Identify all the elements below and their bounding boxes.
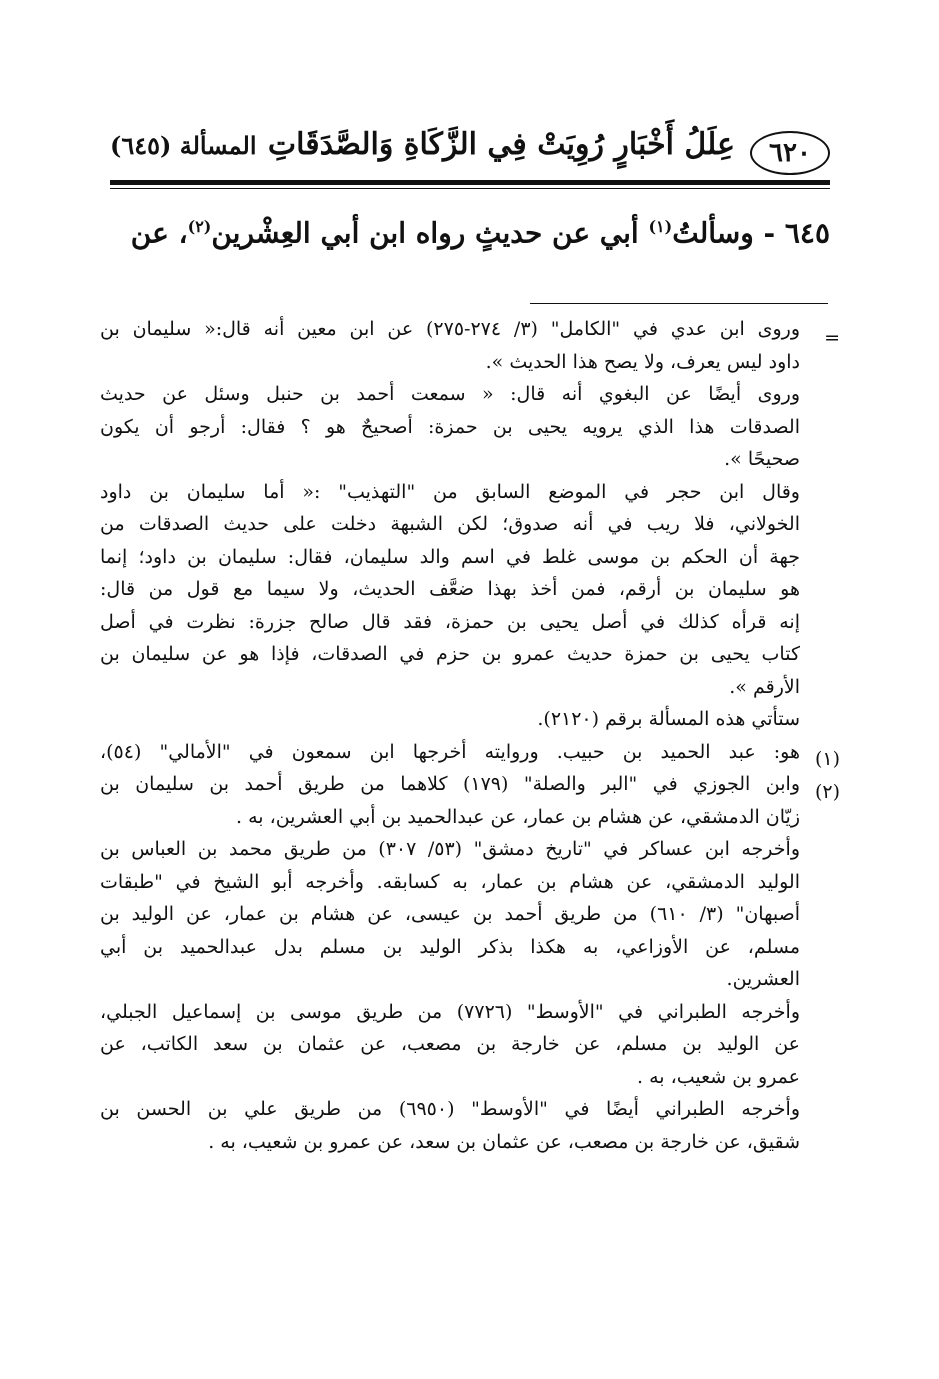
footnote-line: وروى ابن عدي في "الكامل" (٣/ ٢٧٤-٢٧٥) عن ابن معين أنه قال:« سليمان بن xyxy=(100,318,800,340)
footnote-2-line: أصبهان" (٣/ ٦١٠) من طريق أحمد بن عيسى، عن هشام بن عمار، عن الوليد بن xyxy=(100,903,800,925)
footnote-line: صحيحًا ». xyxy=(724,448,800,470)
footnote-line: الأرقم ». xyxy=(729,675,800,698)
footnote-line: وروى أيضًا عن البغوي أنه قال: « سمعت أحمد بن حنبل وسئل عن حديث xyxy=(100,383,800,405)
footnote-line: جهة أن الحكم بن موسى غلط في اسم والد سليمان، فقال: سليمان بن داود؛ إنما xyxy=(100,545,800,568)
footnote-ref-2: (٢) xyxy=(187,217,212,236)
main-text-part1: ٦٤٥ - وسألتُ xyxy=(672,216,830,250)
footnote-2-line: وابن الجوزي في "البر والصلة" (١٧٩) كلاهما من طريق أحمد بن سليمان بن xyxy=(100,773,800,795)
footnote-line: وقال ابن حجر في الموضع السابق من "التهذيب" :« أما سليمان بن داود xyxy=(100,480,800,503)
footnote-2-line: وأخرجه ابن عساكر في "تاريخ دمشق" (٥٣/ ٣٠٧) من طريق محمد بن العباس بن xyxy=(100,838,800,860)
footnote-line: داود ليس يعرف، ولا يصح هذا الحديث ». xyxy=(485,350,800,373)
footnote-line: الخولاني، فلا ريب في أنه صدوق؛ لكن الشبهة دخلت على حديث الصدقات من xyxy=(100,513,800,535)
main-text-part2: أبي عن حديثٍ رواه ابن أبي العِشْرين xyxy=(211,216,649,250)
book-title: عِلَلُ أَخْبَارٍ رُوِيَتْ فِي الزَّكَاةِ وَالصَّدَقَاتِ xyxy=(267,127,735,162)
footnote-marker-2: (٢) xyxy=(814,781,840,803)
footnote-2-line: زيّان الدمشقي، عن هشام بن عمار، عن عبدالحميد بن أبي العشرين، به . xyxy=(235,805,800,828)
footnote-separator xyxy=(530,303,828,304)
footnote-2-line: الوليد الدمشقي، عن هشام بن عمار، به كسابقه. وأخرجه أبو الشيخ في "طبقات xyxy=(100,870,800,893)
footnote-ref-1: (١) xyxy=(648,217,673,236)
footnote-2-line: هو: عبد الحميد بن حبيب. وروايته أخرجها ابن سمعون في "الأمالي" (٥٤)، xyxy=(100,740,800,763)
footnote-line: الصدقات هذا الذي يرويه يحيى بن حمزة: أصحيحٌ هو ؟ فقال: أرجو أن يكون xyxy=(100,415,800,438)
footnotes-block xyxy=(100,313,800,1158)
footnote-2-line: وأخرجه الطبراني في "الأوسط" (٧٧٢٦) من طريق موسى بن إسماعيل الجبلي، xyxy=(100,1000,800,1023)
continuation-marker: = xyxy=(824,327,840,349)
page-header xyxy=(110,125,830,179)
footnote-line: كتاب يحيى بن حمزة حديث عمرو بن حزم في الصدقات، فإذا هو عن سليمان بن xyxy=(100,643,800,665)
footnote-2-line: عن الوليد بن مسلم، عن خارجة بن مصعب، عن عثمان بن سعد الكاتب، عن xyxy=(100,1033,800,1055)
header-rule-thick xyxy=(110,180,830,185)
page-number: ٦٢٠ xyxy=(750,131,830,175)
footnote-2-line: وأخرجه الطبراني أيضًا في "الأوسط" (٦٩٥٠) من طريق علي بن الحسن بن xyxy=(100,1098,800,1120)
footnote-2-line: شقيق، عن خارجة بن مصعب، عن عثمان بن سعد، عن عمرو بن شعيب، به . xyxy=(208,1130,800,1153)
footnote-marker-1: (١) xyxy=(814,748,840,770)
footnote-2-line: العشرين. xyxy=(726,968,800,990)
footnote-1-text: ستأتي هذه المسألة برقم (٢١٢٠). xyxy=(537,708,800,730)
masala-label: المسألة (٦٤٥) xyxy=(110,131,257,160)
main-text-part3: ، عن xyxy=(130,216,188,250)
footnote-2-line: عمرو بن شعيب، به . xyxy=(636,1065,800,1088)
footnote-line: هو سليمان بن أرقم، فمن أخذ بهذا ضعَّف الحديث، ولا سيما مع قول من قال: xyxy=(100,578,800,600)
header-rule-thin xyxy=(110,188,830,189)
main-text-line xyxy=(110,205,830,255)
footnote-line: إنه قرأه كذلك في أصل يحيى بن حمزة، فقد قال صالح جزرة: نظرت في أصل xyxy=(100,610,800,633)
footnote-2-line: مسلم، عن الأوزاعي، به هكذا بذكر الوليد بن مسلم بدل عبدالحميد بن أبي xyxy=(100,935,800,958)
